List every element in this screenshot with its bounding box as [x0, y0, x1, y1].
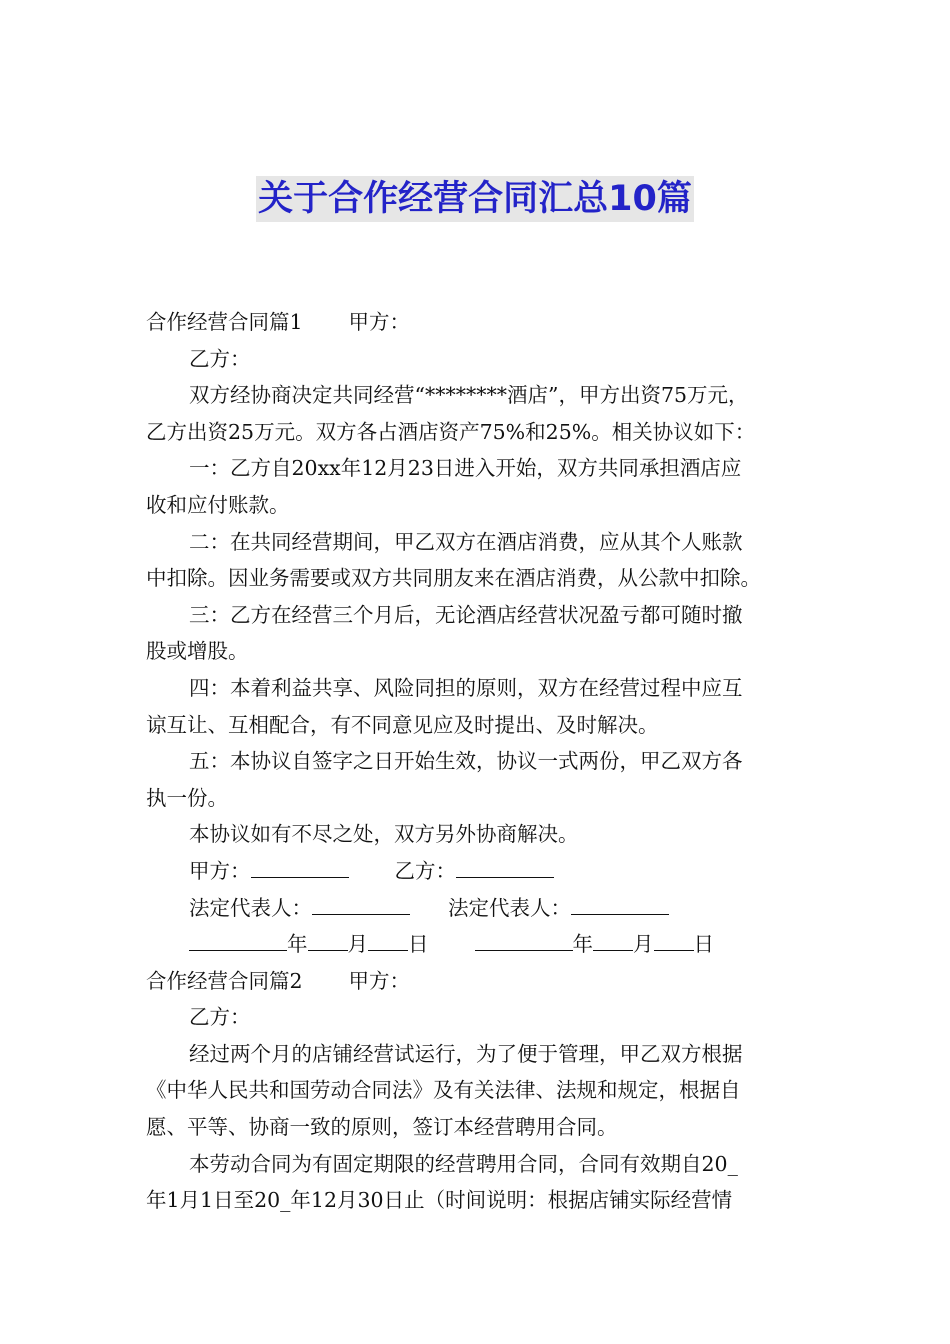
paragraph-line: [146, 1036, 810, 1073]
paragraph-line: [146, 743, 810, 780]
paragraph-line: [146, 377, 810, 414]
party-a-label: 甲方：: [348, 968, 411, 993]
day-label: 日: [408, 932, 429, 957]
paragraph-line: [146, 999, 810, 1036]
party-b-label: 乙方：: [189, 346, 251, 371]
paragraph-line: [146, 963, 810, 1000]
signature-rep-line: [146, 890, 810, 927]
line-text: 年1月1日至20_年12月30日止（时间说明：根据店铺实际经营情: [146, 1188, 733, 1213]
signature-parties-line: [146, 853, 810, 890]
line-text: 《中华人民共和国劳动合同法》及有关法律、法规和规定，根据自: [146, 1078, 741, 1103]
month-label: 月: [633, 932, 654, 957]
line-text: 本劳动合同为有固定期限的经营聘用合同，合同有效期自20_: [189, 1151, 738, 1176]
line-text: 双方经协商决定共同经营“********酒店”，甲方出资75万元，: [189, 383, 749, 408]
date-blank: [308, 928, 348, 951]
year-label: 年: [572, 932, 593, 957]
party-a-label: 甲方：: [348, 310, 411, 334]
paragraph-line: [146, 1072, 810, 1109]
sign-blank: [456, 855, 554, 878]
line-text: 本协议如有不尽之处，双方另外协商解决。: [189, 822, 579, 847]
line-text: 收和应付账款。: [146, 492, 290, 517]
paragraph-line: [146, 304, 810, 341]
line-text: 股或增股。: [146, 639, 249, 664]
paragraph-line: [146, 524, 810, 561]
paragraph-line: [146, 487, 810, 524]
date-blank: [368, 928, 408, 951]
date-blank: [593, 928, 633, 951]
sign-party-b-label: 乙方：: [394, 858, 456, 883]
paragraph-line: [146, 707, 810, 744]
line-text: 二：在共同经营期间，甲乙双方在酒店消费，应从其个人账款: [189, 529, 743, 554]
paragraph-line: [146, 816, 810, 853]
sign-rep-a-label: 法定代表人：: [189, 895, 312, 920]
line-text: 五：本协议自签字之日开始生效，协议一式两份，甲乙双方各: [189, 749, 743, 774]
sign-party-a-label: 甲方：: [189, 858, 251, 883]
line-text: 四：本着利益共享、风险同担的原则，双方在经营过程中应互: [189, 675, 743, 700]
line-text: 三：乙方在经营三个月后，无论酒店经营状况盈亏都可随时撤: [189, 602, 743, 627]
paragraph-line: [146, 1109, 810, 1146]
sign-blank: [312, 892, 410, 915]
paragraph-line: [146, 341, 810, 378]
paragraph-line: [146, 450, 810, 487]
document-title-wrap: [0, 176, 950, 222]
date-blank: [475, 928, 573, 951]
month-label: 月: [347, 932, 368, 957]
paragraph-line: [146, 780, 810, 817]
paragraph-line: [146, 1146, 810, 1183]
party-b-label: 乙方：: [189, 1005, 251, 1030]
line-text: 一：乙方自20xx年12月23日进入开始，双方共同承担酒店应: [189, 456, 742, 481]
line-text: 中扣除。因业务需要或双方共同朋友来在酒店消费，从公款中扣除。: [146, 566, 761, 591]
date-blank: [654, 928, 694, 951]
sign-blank: [251, 855, 349, 878]
signature-date-line: [146, 926, 810, 963]
document-body: [146, 304, 810, 1219]
section-heading: 合作经营合同篇2: [146, 968, 303, 993]
paragraph-line: [146, 414, 810, 451]
section-heading: 合作经营合同篇1: [146, 310, 303, 334]
paragraph-line: [146, 1182, 810, 1219]
day-label: 日: [693, 932, 714, 957]
year-label: 年: [287, 932, 308, 957]
paragraph-line: [146, 560, 810, 597]
line-text: 愿、平等、协商一致的原则，签订本经营聘用合同。: [146, 1115, 618, 1140]
line-text: 经过两个月的店铺经营试运行，为了便于管理，甲乙双方根据: [189, 1041, 743, 1066]
paragraph-line: [146, 597, 810, 634]
date-blank: [189, 928, 287, 951]
sign-rep-b-label: 法定代表人：: [448, 895, 571, 920]
line-text: 谅互让、互相配合，有不同意见应及时提出、及时解决。: [146, 712, 659, 737]
sign-blank: [571, 892, 669, 915]
document-title: 关于合作经营合同汇总10篇: [256, 176, 694, 222]
paragraph-line: [146, 633, 810, 670]
line-text: 乙方出资25万元。双方各占酒店资产75%和25%。相关协议如下：: [146, 419, 756, 444]
paragraph-line: [146, 670, 810, 707]
line-text: 执一份。: [146, 785, 228, 810]
